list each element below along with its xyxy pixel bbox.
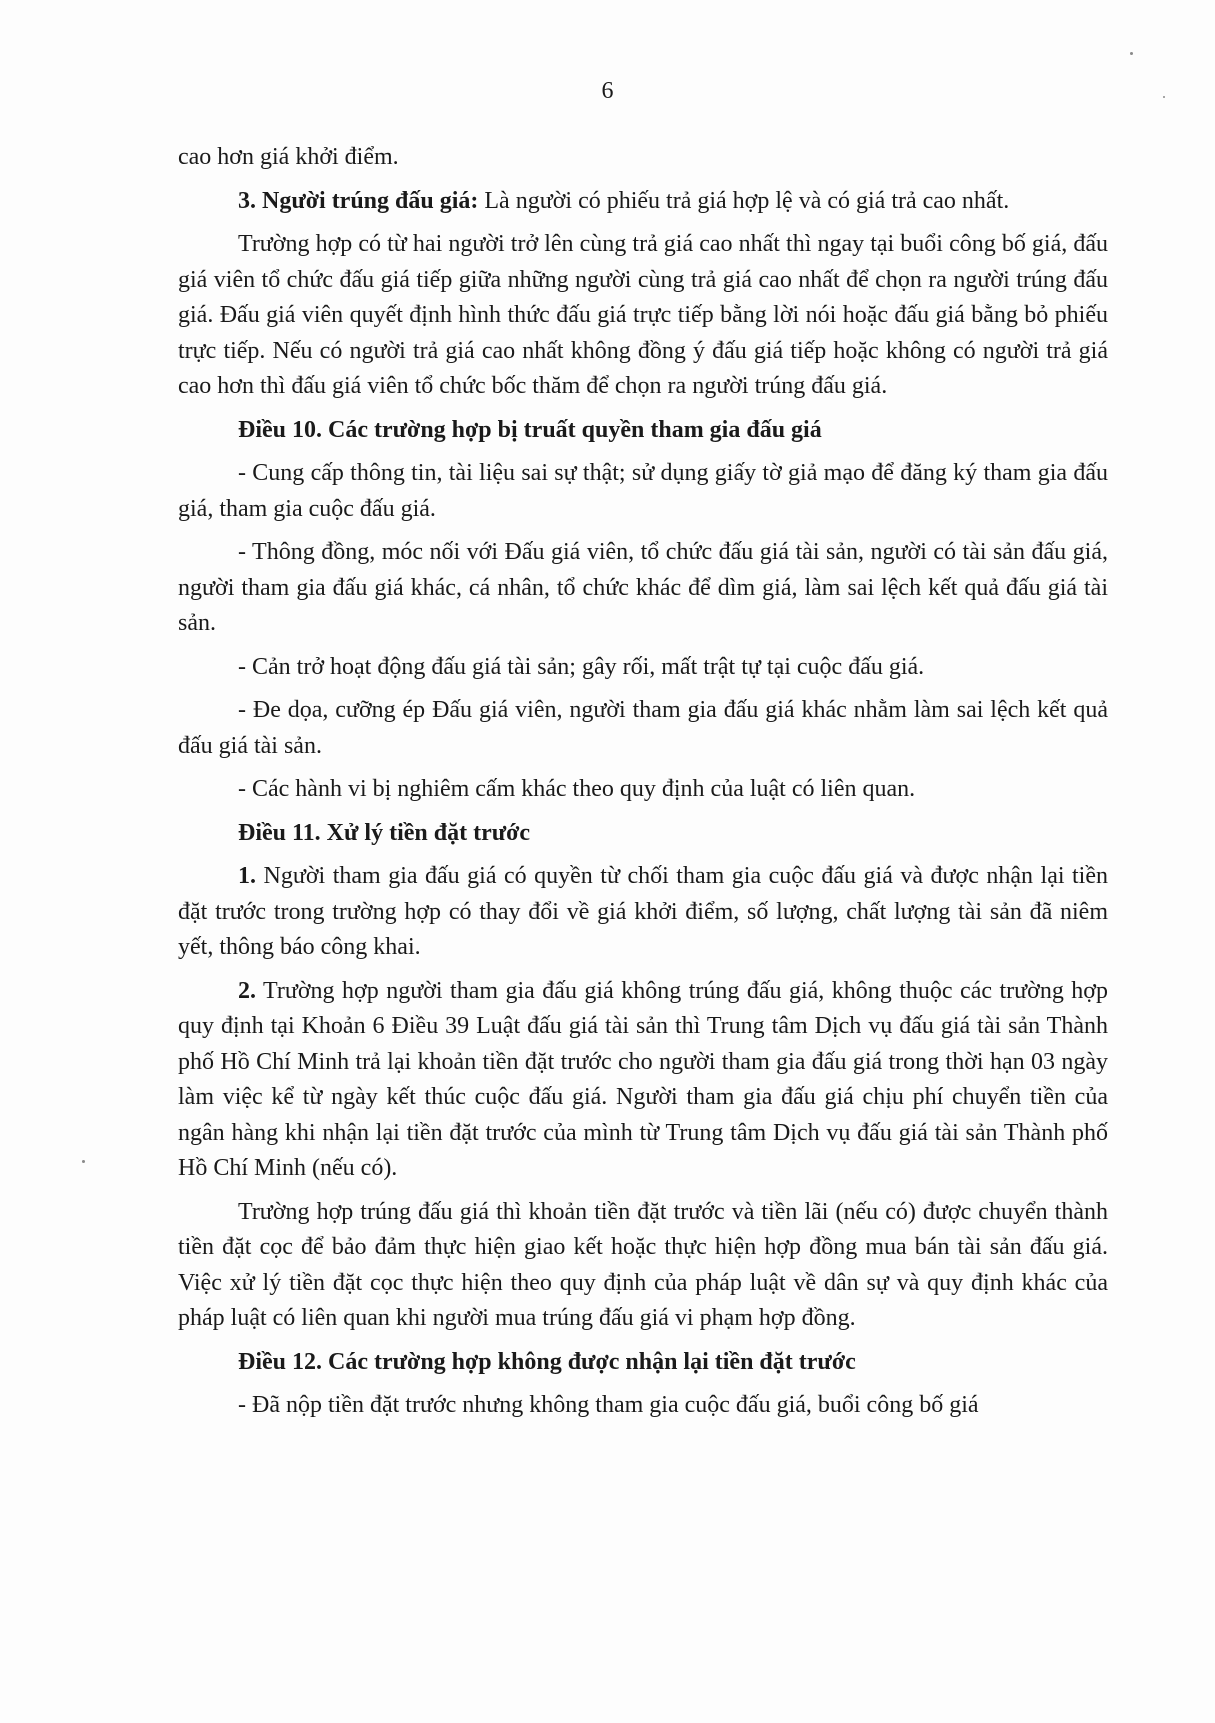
paragraph-continuation: cao hơn giá khởi điểm.: [178, 144, 399, 170]
scan-speck: [1130, 52, 1133, 55]
article-10-heading: Điều 10. Các trường hợp bị truất quyền tham gia đấu giá: [238, 416, 822, 443]
article-11-clause-2: [178, 974, 1108, 1187]
clause-number: 2.: [238, 977, 256, 1004]
article-12-heading: Điều 12. Các trường hợp không được nhận lại tiền đặt trước: [238, 1348, 856, 1375]
clause-text: Trường hợp người tham gia đấu giá không trúng đấu giá, không thuộc các trường hợp quy định tại Khoản 6 Điều 39 Luật đấu giá tài sản thì Trung tâm Dịch vụ đấu giá tài sản Thành phố Hồ Chí Minh trả lại khoản tiền đặt trước cho người tham gia đấu giá trong thời hạn 03 ngày làm việc kể từ ngày kết thúc cuộc đấu giá. Người tham gia đấu giá chịu phí chuyển tiền của ngân hàng khi nhận lại tiền đặt trước của mình từ Trung tâm Dịch vụ đấu giá tài sản Thành phố Hồ Chí Minh (nếu có).: [178, 977, 1108, 1181]
clause-number: 1.: [238, 863, 256, 889]
page-number: 6: [601, 78, 614, 104]
scan-speck: [82, 1160, 85, 1163]
article-10-item: - Đe dọa, cưỡng ép Đấu giá viên, người tham gia đấu giá khác nhằm làm sai lệch kết quả đấu giá tài sản.: [178, 697, 1108, 759]
article-12-item: - Đã nộp tiền đặt trước nhưng không tham gia cuộc đấu giá, buổi công bố giá: [238, 1392, 979, 1418]
document-body: [178, 140, 1108, 1424]
article-10-item: - Cản trở hoạt động đấu giá tài sản; gây rối, mất trật tự tại cuộc đấu giá.: [238, 653, 925, 680]
clause-text: Người tham gia đấu giá có quyền từ chối tham gia cuộc đấu giá và được nhận lại tiền đặt trước trong trường hợp có thay đổi về giá khởi điểm, số lượng, chất lượng tài sản đã niêm yết, thông báo công khai.: [178, 863, 1108, 960]
article-10-item: - Cung cấp thông tin, tài liệu sai sự thật; sử dụng giấy tờ giả mạo để đăng ký tham gia đấu giá, tham gia cuộc đấu giá.: [178, 460, 1108, 522]
article-11-clause-1: [178, 859, 1108, 966]
paragraph-winning-bidder: [178, 184, 1108, 220]
paragraph-tie-rule: Trường hợp có từ hai người trở lên cùng trả giá cao nhất thì ngay tại buổi công bố giá, đấu giá viên tổ chức đấu giá tiếp giữa những người cùng trả giá cao nhất để chọn ra người trúng đấu giá. Đấu giá viên quyết định hình thức đấu giá trực tiếp bằng lời nói hoặc đấu giá bằng bỏ phiếu trực tiếp. Nếu có người trả giá cao nhất không đồng ý đấu giá tiếp hoặc không có người trả giá cao hơn thì đấu giá viên tổ chức bốc thăm để chọn ra người trúng đấu giá.: [178, 231, 1108, 399]
article-10-item: - Các hành vi bị nghiêm cấm khác theo quy định của luật có liên quan.: [238, 776, 916, 802]
article-11-clause-3: Trường hợp trúng đấu giá thì khoản tiền đặt trước và tiền lãi (nếu có) được chuyển thành tiền đặt cọc để bảo đảm thực hiện giao kết hoặc thực hiện hợp đồng mua bán tài sản đấu giá. Việc xử lý tiền đặt cọc thực hiện theo quy định của pháp luật về dân sự và quy định khác của pháp luật có liên quan khi người mua trúng đấu giá vi phạm hợp đồng.: [178, 1198, 1108, 1331]
term-label: 3. Người trúng đấu giá:: [238, 187, 479, 214]
article-11-heading: Điều 11. Xử lý tiền đặt trước: [238, 819, 531, 846]
article-10-item: - Thông đồng, móc nối với Đấu giá viên, tổ chức đấu giá tài sản, người có tài sản đấu giá, người tham gia đấu giá khác, cá nhân, tổ chức khác để dìm giá, làm sai lệch kết quả đấu giá tài sản.: [178, 539, 1108, 636]
term-definition: Là người có phiếu trả giá hợp lệ và có giá trả cao nhất.: [478, 187, 1010, 214]
